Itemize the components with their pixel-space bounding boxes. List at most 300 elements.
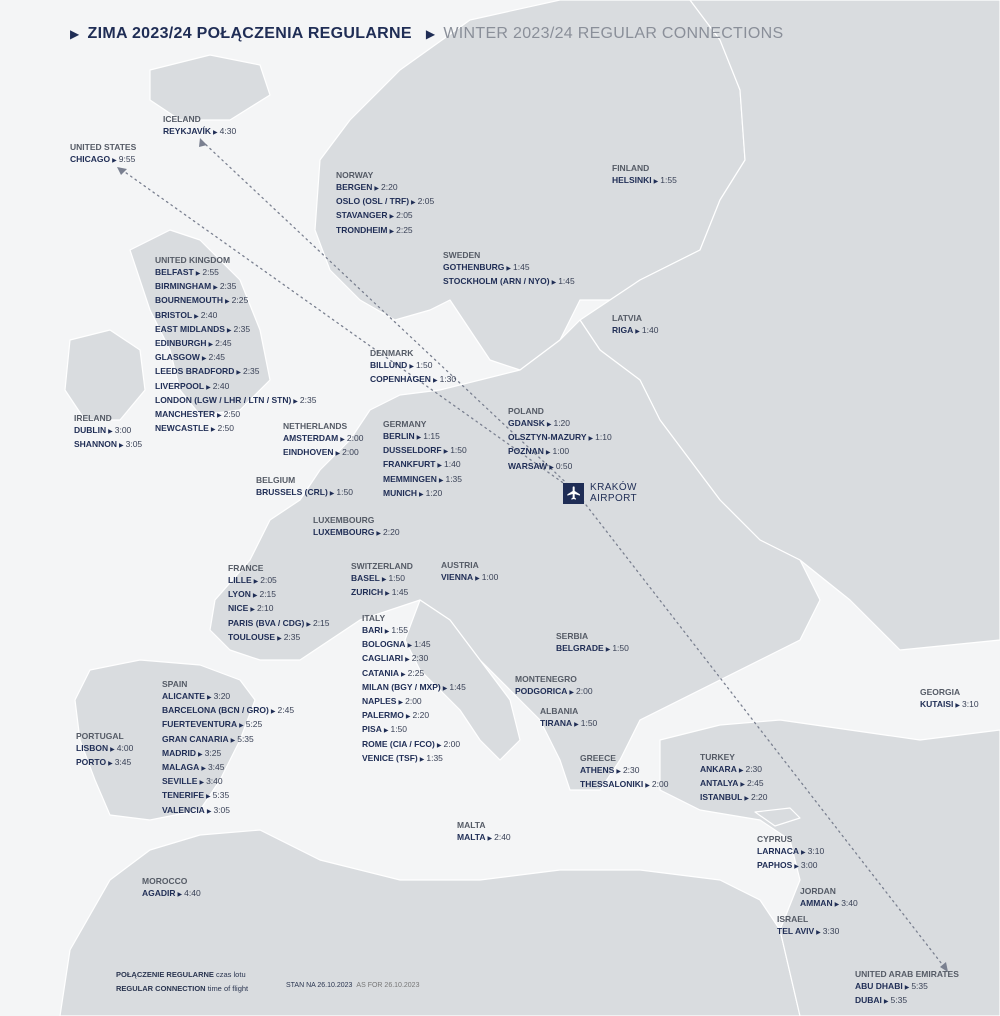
country-name: UNITED KINGDOM <box>155 255 231 265</box>
flight-time: 2:35 <box>242 366 260 377</box>
flight-time: 1:50 <box>612 643 629 653</box>
country-block <box>76 731 133 770</box>
country-block <box>515 674 593 699</box>
route-item <box>155 394 316 408</box>
destination-city: LONDON (LGW / LHR / LTN / STN) <box>155 394 292 405</box>
route-item <box>313 526 400 540</box>
destination-city: ABU DHABI <box>855 981 903 991</box>
flight-time: 2:10 <box>256 603 274 614</box>
flight-time: 4:30 <box>219 126 237 136</box>
destination-city: PAPHOS <box>757 860 793 871</box>
route-item <box>362 667 466 681</box>
destination-city: EAST MIDLANDS <box>155 323 225 334</box>
destination-city: ANTALYA <box>700 778 739 789</box>
arrow-icon: ▶ <box>616 769 621 775</box>
country-name: POLAND <box>508 406 544 416</box>
route-item <box>228 617 330 631</box>
destination-city: BRUSSELS (CRL) <box>256 487 328 497</box>
legend-pl-bold: POŁĄCZENIE REGULARNE <box>116 970 214 979</box>
arrow-icon: ▶ <box>389 228 395 235</box>
destination-city: RIGA <box>612 325 634 335</box>
country-name: LUXEMBOURG <box>313 515 375 525</box>
flight-time: 2:15 <box>259 589 277 600</box>
arrow-icon: ▶ <box>213 130 218 136</box>
country-name: MONTENEGRO <box>515 674 577 684</box>
country-name: PORTUGAL <box>76 731 124 741</box>
country-name: MALTA <box>457 820 486 830</box>
destination-city: GRAN CANARIA <box>162 733 229 744</box>
arrow-icon: ▶ <box>653 179 659 185</box>
route-item <box>800 897 858 911</box>
route-item <box>155 351 316 365</box>
route-item <box>508 417 612 431</box>
arrow-icon: ▶ <box>816 930 821 936</box>
country-block <box>855 969 959 1008</box>
destination-city: DUSSELDORF <box>383 445 442 456</box>
destination-city: LEEDS BRADFORD <box>155 366 235 377</box>
flight-time: 1:50 <box>580 718 598 728</box>
arrow-icon: ▶ <box>206 794 211 801</box>
land-ireland <box>65 330 145 420</box>
route-item <box>612 174 677 188</box>
country-name: DENMARK <box>370 348 414 358</box>
flight-time: 5:35 <box>911 981 928 991</box>
flight-time: 2:45 <box>215 338 232 349</box>
country-block <box>777 914 839 939</box>
flight-time: 3:05 <box>125 439 143 450</box>
route-item <box>362 709 466 723</box>
flight-time: 3:25 <box>204 747 222 758</box>
flight-time: 3:00 <box>114 425 132 435</box>
country-block <box>508 406 612 474</box>
arrow-icon: ▶ <box>335 451 341 458</box>
flight-time: 1:40 <box>444 459 461 470</box>
flight-time: 5:35 <box>890 995 908 1006</box>
arrow-icon: ▶ <box>226 327 232 334</box>
flight-time: 3:40 <box>841 898 858 908</box>
destination-city: MUNICH <box>383 487 417 498</box>
arrow-icon: ▶ <box>270 709 276 716</box>
destination-city: BARCELONA (BCN / GRO) <box>162 705 269 716</box>
flight-time: 3:40 <box>206 776 223 787</box>
country-block <box>383 419 467 501</box>
route-item <box>155 294 316 308</box>
arrow-icon: ▶ <box>118 443 124 450</box>
destination-city: BERLIN <box>383 431 415 441</box>
flight-time: 2:30 <box>745 764 763 774</box>
route-item <box>283 432 363 446</box>
route-item <box>155 309 316 323</box>
flight-time: 2:35 <box>299 394 317 405</box>
country-name: LATVIA <box>612 313 643 323</box>
route-item <box>383 487 467 501</box>
route-item <box>580 764 668 778</box>
route-item <box>508 445 612 459</box>
route-item <box>700 763 768 777</box>
arrow-icon: ▶ <box>801 850 806 856</box>
destination-city: CHICAGO <box>70 154 111 164</box>
play-triangle-icon: ▶ <box>425 27 436 41</box>
route-item <box>441 571 498 585</box>
country-block <box>336 170 434 238</box>
flight-time: 9:55 <box>118 154 136 164</box>
legend-en-bold: REGULAR CONNECTION <box>116 984 206 993</box>
country-name: GEORGIA <box>920 687 961 697</box>
route-item <box>74 424 142 438</box>
arrow-icon: ▶ <box>635 329 640 335</box>
arrow-icon: ▶ <box>112 158 117 164</box>
destination-city: MALTA <box>457 832 486 842</box>
route-item <box>362 738 466 752</box>
route-item <box>162 761 294 775</box>
country-name: CYPRUS <box>757 834 793 844</box>
flight-time: 3:45 <box>207 762 225 773</box>
flight-time: 3:10 <box>962 699 979 709</box>
flight-time: 2:20 <box>383 527 400 537</box>
arrow-icon: ▶ <box>432 378 438 385</box>
route-item <box>155 280 316 294</box>
route-item <box>920 698 979 712</box>
destination-city: HELSINKI <box>612 175 652 185</box>
flight-time: 1:00 <box>552 446 570 457</box>
route-item <box>351 586 413 600</box>
route-item <box>155 323 316 337</box>
route-item <box>362 723 466 737</box>
route-item <box>74 438 142 452</box>
arrow-icon: ▶ <box>208 342 214 349</box>
flight-time: 2:45 <box>208 352 226 363</box>
country-block <box>441 560 498 585</box>
arrow-icon: ▶ <box>385 591 390 598</box>
destination-city: GLASGOW <box>155 352 200 363</box>
route-item <box>855 994 959 1008</box>
route-item <box>336 195 434 209</box>
route-item <box>855 980 959 994</box>
destination-city: BASEL <box>351 573 380 583</box>
route-item <box>228 602 330 616</box>
route-item <box>757 859 824 873</box>
route-item <box>351 572 413 586</box>
flight-time: 1:20 <box>425 487 443 498</box>
flight-time: 2:40 <box>200 309 218 320</box>
flight-time: 1:45 <box>558 276 575 287</box>
flight-time: 2:55 <box>202 267 219 277</box>
route-item <box>580 778 668 792</box>
arrow-icon: ▶ <box>405 657 410 664</box>
route-item <box>612 324 658 338</box>
country-name: FRANCE <box>228 563 264 573</box>
arrow-icon: ▶ <box>225 299 230 306</box>
route-item <box>155 266 316 280</box>
destination-city: STAVANGER <box>336 210 388 221</box>
destination-city: REYKJAVÍK <box>163 126 212 136</box>
arrow-icon: ▶ <box>383 728 389 735</box>
flight-time: 2:20 <box>750 792 768 803</box>
destination-city: VENICE (TSF) <box>362 752 418 763</box>
arrow-icon: ▶ <box>744 796 749 803</box>
destination-city: VIENNA <box>441 572 474 582</box>
route-item <box>162 775 294 789</box>
arrow-icon: ▶ <box>110 747 115 753</box>
arrow-icon: ▶ <box>398 700 404 707</box>
destination-city: BRISTOL <box>155 309 193 320</box>
route-item <box>336 224 434 238</box>
country-name: SWEDEN <box>443 250 481 260</box>
destination-city: AGADIR <box>142 888 176 898</box>
route-item <box>362 638 466 652</box>
route-item <box>757 845 824 859</box>
arrow-icon: ▶ <box>340 437 345 443</box>
route-item <box>155 337 316 351</box>
destination-city: FRANKFURT <box>383 459 436 470</box>
country-name: ALBANIA <box>540 706 579 716</box>
destination-city: PORTO <box>76 757 107 768</box>
destination-city: AMMAN <box>800 898 833 908</box>
destination-city: KUTAISI <box>920 699 954 709</box>
date-stamp <box>286 982 419 989</box>
arrow-icon: ▶ <box>955 703 960 709</box>
arrow-reykjavik <box>199 138 207 147</box>
destination-city: DUBAI <box>855 995 882 1006</box>
page-header <box>70 24 783 44</box>
route-item <box>163 125 236 139</box>
arrow-icon: ▶ <box>475 576 480 582</box>
destination-city: STOCKHOLM (ARN / NYO) <box>443 276 550 287</box>
arrow-icon: ▶ <box>588 436 594 443</box>
route-item <box>383 458 467 472</box>
arrow-icon: ▶ <box>216 413 222 420</box>
country-block <box>370 348 456 387</box>
route-item <box>162 804 294 818</box>
destination-city: OSLO (OSL / TRF) <box>336 196 410 207</box>
arrow-icon: ▶ <box>416 435 422 441</box>
arrow-icon: ▶ <box>329 491 335 497</box>
arrow-icon: ▶ <box>239 723 244 730</box>
arrow-icon: ▶ <box>250 607 255 614</box>
flight-time: 4:40 <box>184 888 201 898</box>
route-item <box>336 181 434 195</box>
route-item <box>76 756 133 770</box>
destination-city: CATANIA <box>362 667 399 678</box>
country-name: FINLAND <box>612 163 650 173</box>
flight-time: 2:50 <box>217 423 235 434</box>
legend-pl-rest: czas lotu <box>216 970 246 979</box>
arrow-icon: ▶ <box>293 398 298 405</box>
route-item <box>162 718 294 732</box>
flight-time: 3:00 <box>800 860 818 871</box>
flight-time: 2:45 <box>277 705 295 716</box>
destination-city: PARIS (BVA / CDG) <box>228 617 305 628</box>
country-name: SERBIA <box>556 631 589 641</box>
route-item <box>283 446 363 460</box>
arrow-icon: ▶ <box>374 186 379 192</box>
flight-time: 2:40 <box>212 380 230 391</box>
country-block <box>757 834 824 873</box>
route-item <box>515 685 593 699</box>
destination-city: SEVILLE <box>162 776 198 787</box>
flight-time: 1:20 <box>553 418 571 428</box>
route-item <box>70 153 136 167</box>
flight-time: 2:00 <box>405 696 422 707</box>
arrow-icon: ▶ <box>230 737 236 744</box>
route-item <box>540 717 597 731</box>
destination-city: TEL AVIV <box>777 926 815 936</box>
arrow-icon: ▶ <box>883 999 889 1006</box>
destination-city: PALERMO <box>362 710 404 721</box>
flight-time: 1:10 <box>595 432 612 443</box>
play-triangle-icon: ▶ <box>70 27 80 41</box>
flight-time: 1:40 <box>641 325 659 335</box>
route-item <box>777 925 839 939</box>
route-item <box>362 752 466 766</box>
destination-city: BARI <box>362 625 383 635</box>
route-item <box>700 791 768 805</box>
flight-time: 2:00 <box>443 738 461 749</box>
flight-time: 2:40 <box>494 832 511 842</box>
destination-city: TENERIFE <box>162 790 205 801</box>
destination-city: NICE <box>228 603 249 614</box>
destination-city: WARSAW <box>508 460 548 471</box>
route-item <box>228 631 330 645</box>
flight-time: 1:45 <box>414 639 431 650</box>
flight-time: 1:45 <box>449 681 466 692</box>
legend-en-rest: time of flight <box>207 984 249 993</box>
destination-city: MILAN (BGY / MXP) <box>362 681 441 692</box>
destination-city: EINDHOVEN <box>283 447 334 458</box>
arrow-icon: ▶ <box>277 635 282 642</box>
country-block <box>920 687 979 712</box>
destination-city: TIRANA <box>540 718 573 728</box>
route-item <box>256 486 353 500</box>
country-name: SWITZERLAND <box>351 561 413 571</box>
arrow-icon: ▶ <box>419 491 424 498</box>
flight-time: 2:05 <box>396 210 413 221</box>
flight-time: 2:05 <box>260 575 277 585</box>
arrow-icon: ▶ <box>442 685 448 692</box>
flight-time: 2:00 <box>346 433 364 443</box>
country-name: NETHERLANDS <box>283 421 348 431</box>
stamp-en: AS FOR 26.10.2023 <box>356 982 420 989</box>
arrow-icon: ▶ <box>405 714 411 721</box>
destination-city: VALENCIA <box>162 804 205 815</box>
destination-city: LILLE <box>228 575 252 585</box>
country-name: MOROCCO <box>142 876 188 886</box>
destination-city: NAPLES <box>362 696 397 707</box>
destination-city: EDINBURGH <box>155 338 207 349</box>
country-block <box>443 250 575 289</box>
arrow-icon: ▶ <box>551 280 557 287</box>
country-block <box>700 752 768 806</box>
flight-time: 2:30 <box>622 765 640 775</box>
arrow-icon: ▶ <box>437 463 443 470</box>
country-block <box>228 563 330 645</box>
destination-city: MANCHESTER <box>155 409 215 420</box>
destination-city: COPENHAGEN <box>370 374 431 385</box>
flight-time: 2:50 <box>223 409 241 420</box>
country-block <box>556 631 629 656</box>
title-pl: ZIMA 2023/24 POŁĄCZENIA REGULARNE <box>87 25 412 42</box>
destination-city: DUBLIN <box>74 425 107 435</box>
country-block <box>313 515 400 540</box>
destination-city: BOURNEMOUTH <box>155 295 223 306</box>
country-name: AUSTRIA <box>441 560 479 570</box>
flight-time: 2:00 <box>576 686 593 696</box>
destination-city: TRONDHEIM <box>336 224 388 235</box>
flight-time: 1:50 <box>450 445 467 456</box>
destination-city: ROME (CIA / FCO) <box>362 738 435 749</box>
flight-time: 1:55 <box>660 175 677 185</box>
land-iceland <box>150 55 270 120</box>
country-name: JORDAN <box>800 886 836 896</box>
country-name: SPAIN <box>162 679 188 689</box>
arrow-icon: ▶ <box>487 836 493 842</box>
arrow-icon: ▶ <box>201 766 206 773</box>
destination-city: ISTANBUL <box>700 792 743 803</box>
country-block <box>155 255 316 436</box>
arrow-icon: ▶ <box>574 722 579 728</box>
route-item <box>508 460 612 474</box>
destination-city: NEWCASTLE <box>155 423 209 434</box>
route-item <box>76 742 133 756</box>
route-item <box>155 380 316 394</box>
arrow-icon: ▶ <box>194 313 199 320</box>
arrow-icon: ▶ <box>545 450 551 457</box>
destination-city: BELFAST <box>155 267 194 277</box>
destination-city: MADRID <box>162 747 196 758</box>
country-name: GREECE <box>580 753 616 763</box>
route-item <box>443 275 575 289</box>
flight-time: 2:25 <box>396 224 413 235</box>
arrow-icon: ▶ <box>407 643 413 650</box>
country-name: ICELAND <box>163 114 201 124</box>
country-block <box>612 163 677 188</box>
route-item <box>508 431 612 445</box>
flight-time: 1:45 <box>391 587 409 598</box>
flight-time: 2:00 <box>342 447 359 458</box>
destination-city: TOULOUSE <box>228 631 276 642</box>
flight-time: 0:50 <box>555 460 573 471</box>
arrow-icon: ▶ <box>549 464 554 471</box>
route-item <box>155 365 316 379</box>
flight-time: 2:20 <box>412 710 430 721</box>
destination-city: BELGRADE <box>556 643 604 653</box>
flight-time: 1:50 <box>415 360 433 370</box>
destination-city: ZURICH <box>351 587 384 598</box>
arrow-icon: ▶ <box>389 214 395 221</box>
route-item <box>336 209 434 223</box>
flight-time: 3:10 <box>807 846 825 856</box>
destination-city: ANKARA <box>700 764 737 774</box>
flight-time: 3:20 <box>213 691 231 701</box>
hub-line2: AIRPORT <box>590 493 638 504</box>
flight-time: 1:35 <box>445 473 463 484</box>
destination-city: GDANSK <box>508 418 545 428</box>
country-name: IRELAND <box>74 413 112 423</box>
flight-time: 2:20 <box>381 182 398 192</box>
route-item <box>162 704 294 718</box>
flight-time: 1:45 <box>513 262 530 272</box>
route-item <box>362 695 466 709</box>
flight-time: 3:05 <box>213 804 230 815</box>
country-name: UNITED ARAB EMIRATES <box>855 969 959 979</box>
flight-time: 2:35 <box>219 281 237 292</box>
arrow-icon: ▶ <box>206 384 211 391</box>
arrow-icon: ▶ <box>206 808 212 815</box>
flight-time: 1:55 <box>391 625 408 635</box>
arrow-icon: ▶ <box>381 577 387 583</box>
country-block <box>800 886 858 911</box>
arrow-icon: ▶ <box>201 356 207 363</box>
